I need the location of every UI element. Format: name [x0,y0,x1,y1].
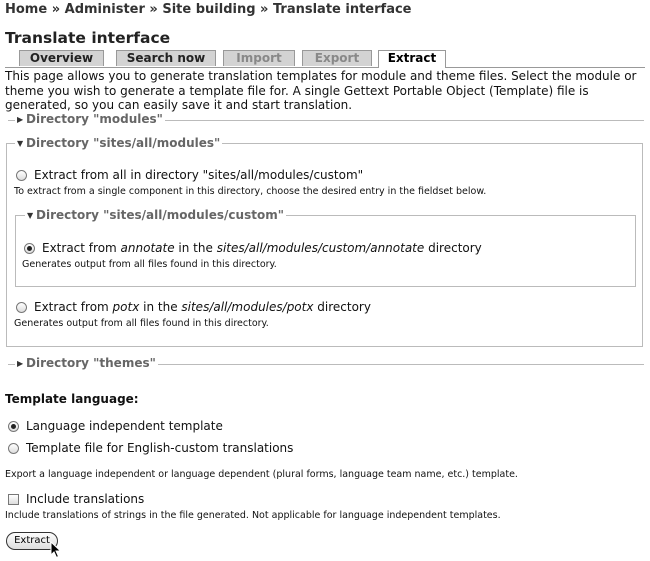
modules-fieldset-legend[interactable]: ▶ Directory "modules" [17,112,163,126]
potx-module-name: potx [112,300,140,314]
template-english-custom-label: Template file for English-custom translations [26,441,294,455]
triangle-down-icon: ▼ [17,139,24,148]
annotate-module-path: sites/all/modules/custom/annotate [216,241,425,255]
tab-export[interactable]: Export [302,50,372,66]
breadcrumb-administer[interactable]: Administer [64,2,145,17]
tab-overview[interactable]: Overview [19,50,104,66]
breadcrumb [5,2,412,17]
mouse-pointer-icon [50,541,62,559]
tab-bar [5,50,645,68]
tab-search-now[interactable]: Search now [116,50,216,66]
extract-potx-radio[interactable] [16,302,27,313]
template-language-description: Export a language independent or language dependent (plural forms, language team name, etc.) template. [5,469,518,480]
include-translations-description: Include translations of strings in the file generated. Not applicable for language independent templates. [5,510,501,521]
template-english-custom-radio[interactable] [8,443,19,454]
themes-fieldset-legend[interactable]: ▶ Directory "themes" [17,356,156,370]
extract-all-custom-description: To extract from a single component in this directory, choose the desired entry in the fieldset below. [14,186,487,197]
extract-annotate-radio[interactable] [24,243,35,254]
template-language-heading: Template language: [5,392,139,406]
intro-text: This page allows you to generate translation templates for module and theme files. Select the module or theme you wish to generate a template file for. A single Gettext Portable Object (Template) file is generated, so you can easily save it and start translation. [5,69,637,112]
breadcrumb-site-building[interactable]: Site building [162,2,256,17]
template-independent-radio[interactable] [8,421,19,432]
breadcrumb-separator: » [255,2,273,17]
tab-import[interactable]: Import [223,50,295,66]
potx-module-path: sites/all/modules/potx [181,300,314,314]
annotate-module-name: annotate [120,241,175,255]
tab-extract[interactable]: Extract [378,50,446,68]
extract-annotate-label: Extract from annotate in the sites/all/modules/custom/annotate directory [42,241,482,255]
template-independent-label: Language independent template [26,419,223,433]
include-translations-checkbox[interactable] [8,494,19,505]
breadcrumb-separator: » [47,2,65,17]
triangle-down-icon: ▼ [27,211,34,220]
extract-all-custom-label: Extract from all in directory "sites/all/modules/custom" [34,168,364,182]
triangle-right-icon: ▶ [17,115,24,124]
extract-button[interactable]: Extract [6,532,58,550]
custom-fieldset-legend[interactable]: ▼ Directory "sites/all/modules/custom" [27,208,284,222]
sites-all-modules-legend[interactable]: ▼ Directory "sites/all/modules" [17,136,221,150]
page-title: Translate interface [5,29,171,47]
extract-potx-description: Generates output from all files found in this directory. [14,318,269,329]
include-translations-label: Include translations [26,492,145,506]
breadcrumb-home[interactable]: Home [5,2,48,17]
breadcrumb-separator: » [144,2,163,17]
extract-potx-label: Extract from potx in the sites/all/modules/potx directory [34,300,371,314]
triangle-right-icon: ▶ [17,359,24,368]
breadcrumb-translate-interface[interactable]: Translate interface [272,2,412,17]
extract-annotate-description: Generates output from all files found in this directory. [22,259,277,270]
extract-all-custom-radio[interactable] [16,170,27,181]
